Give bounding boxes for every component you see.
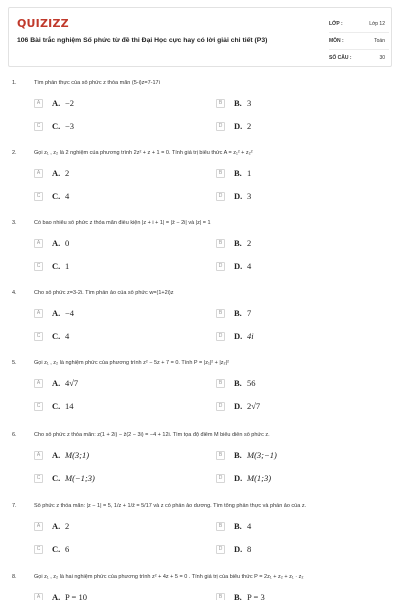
option-letter: B. — [234, 592, 242, 600]
question-text: Cho số phức z thỏa mãn: z(1 + 2i) − z̄(2 − 3i) = −4 + 12i. Tìm tọa độ điểm M biểu diễn số phức z. — [34, 432, 270, 438]
option-b[interactable] — [216, 449, 366, 463]
option-value: 7 — [247, 308, 252, 318]
option-letter: D. — [234, 261, 243, 271]
option-c[interactable] — [34, 120, 184, 134]
option-value: 3 — [247, 191, 252, 201]
question-number: 8. — [12, 574, 17, 580]
meta-info — [329, 16, 389, 67]
option-box[interactable]: A — [34, 239, 43, 248]
option-c[interactable] — [34, 400, 184, 414]
option-value: 2 — [65, 168, 70, 178]
question-7 — [0, 503, 400, 573]
document-title: 106 Bài trắc nghiệm Số phức từ đề thi Đại Học cực hay có lời giải chi tiết (P3) — [17, 37, 268, 44]
option-a[interactable] — [34, 97, 184, 111]
question-text: Số phức z thỏa mãn: |z − 1| = 5, 1/z + 1/z̄ = 5/17 và z có phần ảo dương. Tìm tổng phần thực và phần ảo của z. — [34, 503, 307, 509]
option-letter: B. — [234, 98, 242, 108]
option-value: 2√7 — [247, 401, 261, 411]
option-letter: C. — [52, 544, 61, 554]
option-box[interactable]: C — [34, 122, 43, 131]
option-letter: A. — [52, 98, 61, 108]
option-b[interactable] — [216, 167, 366, 181]
option-value: −2 — [65, 98, 75, 108]
option-d[interactable] — [216, 190, 366, 204]
option-letter: D. — [234, 191, 243, 201]
document-header — [8, 7, 392, 67]
question-number: 7. — [12, 503, 17, 509]
option-c[interactable] — [34, 330, 184, 344]
question-number: 2. — [12, 150, 17, 156]
option-box[interactable]: D — [216, 122, 225, 131]
question-number: 3. — [12, 220, 17, 226]
option-value: P = 10 — [65, 592, 87, 600]
option-value: 4 — [247, 521, 252, 531]
option-letter: A. — [52, 592, 61, 600]
quizizz-logo: QUIZIZZ — [17, 17, 69, 30]
option-box[interactable]: C — [34, 402, 43, 411]
option-c[interactable] — [34, 543, 184, 557]
option-d[interactable] — [216, 120, 366, 134]
option-letter: C. — [52, 121, 61, 131]
option-value: M(−1;3) — [65, 473, 95, 483]
option-box[interactable]: B — [216, 522, 225, 531]
question-number: 1. — [12, 80, 17, 86]
option-value: 6 — [65, 544, 70, 554]
option-box[interactable]: D — [216, 474, 225, 483]
meta-label: LỚP : — [329, 21, 343, 27]
option-value: 14 — [65, 401, 74, 411]
option-box[interactable]: C — [34, 332, 43, 341]
option-box[interactable]: B — [216, 239, 225, 248]
option-d[interactable] — [216, 260, 366, 274]
option-box[interactable]: C — [34, 545, 43, 554]
option-letter: D. — [234, 544, 243, 554]
option-letter: A. — [52, 378, 61, 388]
question-text: Gọi z₁ , z₂ là nghiệm phức của phương trình z² − 5z + 7 = 0. Tính P = |z₁|² + |z₂|² — [34, 360, 229, 366]
option-letter: A. — [52, 521, 61, 531]
question-text: Gọi z₁ , z₂ là 2 nghiệm của phương trình 2z² + z + 1 = 0. Tính giá trị biểu thức A = z₁² + z₂² — [34, 150, 253, 156]
option-letter: B. — [234, 168, 242, 178]
option-box[interactable]: B — [216, 451, 225, 460]
option-letter: C. — [52, 401, 61, 411]
option-box[interactable]: B — [216, 309, 225, 318]
option-value: M(1;3) — [247, 473, 272, 483]
option-letter: B. — [234, 308, 242, 318]
option-letter: D. — [234, 121, 243, 131]
option-value: P = 3 — [247, 592, 265, 600]
meta-value: 30 — [379, 55, 385, 61]
option-b[interactable] — [216, 377, 366, 391]
option-letter: C. — [52, 331, 61, 341]
option-box[interactable]: B — [216, 99, 225, 108]
meta-value: Lớp 12 — [369, 21, 385, 27]
question-number: 4. — [12, 290, 17, 296]
option-box[interactable]: A — [34, 309, 43, 318]
question-3 — [0, 220, 400, 290]
meta-row-subject — [329, 33, 389, 50]
option-box[interactable]: A — [34, 593, 43, 600]
option-value: 2 — [65, 521, 70, 531]
option-value: −3 — [65, 121, 75, 131]
option-box[interactable]: A — [34, 451, 43, 460]
option-box[interactable]: D — [216, 262, 225, 271]
question-text: Gọi z₁ , z₂ là hai nghiệm phức của phương trình z² + 4z + 5 = 0 . Tính giá trị của biểu thức P = 2z₁ + z₂ + z₁ · z₂ — [34, 574, 304, 580]
meta-value: Toán — [374, 38, 385, 44]
option-letter: A. — [52, 308, 61, 318]
option-letter: D. — [234, 473, 243, 483]
option-b[interactable] — [216, 97, 366, 111]
meta-label: SỐ CÂU : — [329, 55, 352, 61]
option-c[interactable] — [34, 190, 184, 204]
option-value: 0 — [65, 238, 70, 248]
question-5 — [0, 360, 400, 430]
option-b[interactable] — [216, 237, 366, 251]
question-4 — [0, 290, 400, 360]
option-a[interactable] — [34, 591, 184, 600]
meta-row-class — [329, 16, 389, 33]
option-a[interactable] — [34, 167, 184, 181]
option-c[interactable] — [34, 472, 184, 486]
option-a[interactable] — [34, 377, 184, 391]
option-b[interactable] — [216, 307, 366, 321]
question-6 — [0, 432, 400, 502]
option-a[interactable] — [34, 520, 184, 534]
option-b[interactable] — [216, 520, 366, 534]
option-value: 4 — [65, 191, 70, 201]
question-1 — [0, 80, 400, 150]
question-text: Cho số phức z=3-2i. Tìm phần ảo của số phức w=(1+2i)z — [34, 290, 174, 296]
option-value: 1 — [65, 261, 70, 271]
option-value: 2 — [247, 121, 252, 131]
question-text: Có bao nhiêu số phức z thỏa mãn điều kiện |z + i + 1| = |z̄ − 2i| và |z| = 1 — [34, 220, 211, 226]
option-box[interactable]: C — [34, 262, 43, 271]
option-box[interactable]: C — [34, 474, 43, 483]
option-box[interactable]: D — [216, 192, 225, 201]
option-letter: A. — [52, 168, 61, 178]
option-value: 4 — [65, 331, 70, 341]
option-box[interactable]: D — [216, 402, 225, 411]
question-number: 6. — [12, 432, 17, 438]
question-2 — [0, 150, 400, 220]
option-c[interactable] — [34, 260, 184, 274]
option-box[interactable]: A — [34, 99, 43, 108]
option-box[interactable]: B — [216, 379, 225, 388]
option-box[interactable]: D — [216, 332, 225, 341]
option-value: 3 — [247, 98, 252, 108]
option-a[interactable] — [34, 237, 184, 251]
meta-label: MÔN : — [329, 38, 344, 44]
option-d[interactable] — [216, 472, 366, 486]
option-d[interactable] — [216, 400, 366, 414]
option-box[interactable]: D — [216, 545, 225, 554]
option-letter: C. — [52, 261, 61, 271]
option-letter: B. — [234, 450, 242, 460]
option-letter: B. — [234, 521, 242, 531]
option-b[interactable] — [216, 591, 366, 600]
option-value: M(3;−1) — [247, 450, 277, 460]
option-box[interactable]: C — [34, 192, 43, 201]
option-box[interactable]: B — [216, 593, 225, 600]
option-value: 4 — [247, 261, 252, 271]
question-number: 5. — [12, 360, 17, 366]
option-box[interactable]: A — [34, 522, 43, 531]
meta-row-count — [329, 50, 389, 67]
option-value: 4i — [247, 331, 254, 341]
option-d[interactable] — [216, 330, 366, 344]
option-value: 4√7 — [65, 378, 79, 388]
option-letter: B. — [234, 378, 242, 388]
option-value: M(3;1) — [65, 450, 90, 460]
option-a[interactable] — [34, 307, 184, 321]
option-letter: C. — [52, 473, 61, 483]
option-letter: A. — [52, 238, 61, 248]
option-box[interactable]: A — [34, 169, 43, 178]
option-value: 2 — [247, 238, 252, 248]
option-letter: C. — [52, 191, 61, 201]
option-letter: D. — [234, 401, 243, 411]
option-letter: A. — [52, 450, 61, 460]
option-value: 56 — [247, 378, 256, 388]
option-box[interactable]: B — [216, 169, 225, 178]
option-a[interactable] — [34, 449, 184, 463]
question-text: Tìm phần thực của số phức z thỏa mãn (5-i)z=7-17i — [34, 80, 160, 86]
option-value: 1 — [247, 168, 252, 178]
option-d[interactable] — [216, 543, 366, 557]
option-value: 8 — [247, 544, 252, 554]
option-value: −4 — [65, 308, 75, 318]
option-box[interactable]: A — [34, 379, 43, 388]
option-letter: B. — [234, 238, 242, 248]
option-letter: D. — [234, 331, 243, 341]
question-8 — [0, 574, 400, 600]
